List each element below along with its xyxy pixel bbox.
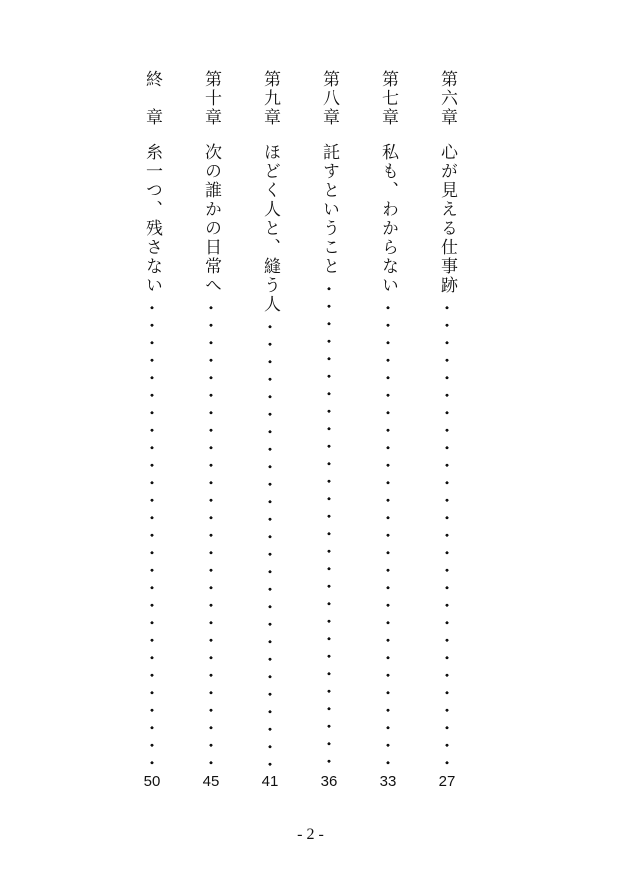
chapter-label: 第六章 [437, 70, 457, 127]
toc-entry-chapter-10 [197, 70, 225, 770]
page-number: 41 [261, 773, 279, 790]
page-number: 33 [379, 773, 397, 790]
chapter-label: 第十章 [201, 70, 221, 127]
chapter-title: 心が見える仕事跡 [437, 143, 457, 295]
chapter-title: 次の誰かの日常へ [201, 143, 221, 295]
chapter-label: 第八章 [319, 70, 339, 127]
dot-leader [150, 299, 154, 766]
page-footer-number: - 2 - [297, 826, 324, 843]
chapter-title: ほどく人と、縫う人 [260, 143, 280, 314]
toc-entry-chapter-9 [256, 70, 284, 770]
toc-entry-chapter-8 [315, 70, 343, 770]
page-number: 27 [438, 773, 456, 790]
toc-entry-chapter-7 [374, 70, 402, 770]
page-number: 45 [202, 773, 220, 790]
dot-leader [209, 299, 213, 766]
toc-entry-final-chapter [138, 70, 166, 770]
chapter-title: 託すということ [319, 143, 339, 276]
dot-leader [327, 280, 331, 766]
dot-leader [268, 318, 272, 766]
chapter-label: 第七章 [378, 70, 398, 127]
page-number: 36 [320, 773, 338, 790]
chapter-title: 糸一つ、残さない [142, 143, 162, 295]
chapter-label: 終 章 [142, 70, 162, 127]
chapter-title: 私も、わからない [378, 143, 398, 295]
page-number: 50 [143, 773, 161, 790]
dot-leader [386, 299, 390, 766]
dot-leader [445, 299, 449, 766]
chapter-label: 第九章 [260, 70, 280, 127]
toc-entry-chapter-6 [433, 70, 461, 770]
